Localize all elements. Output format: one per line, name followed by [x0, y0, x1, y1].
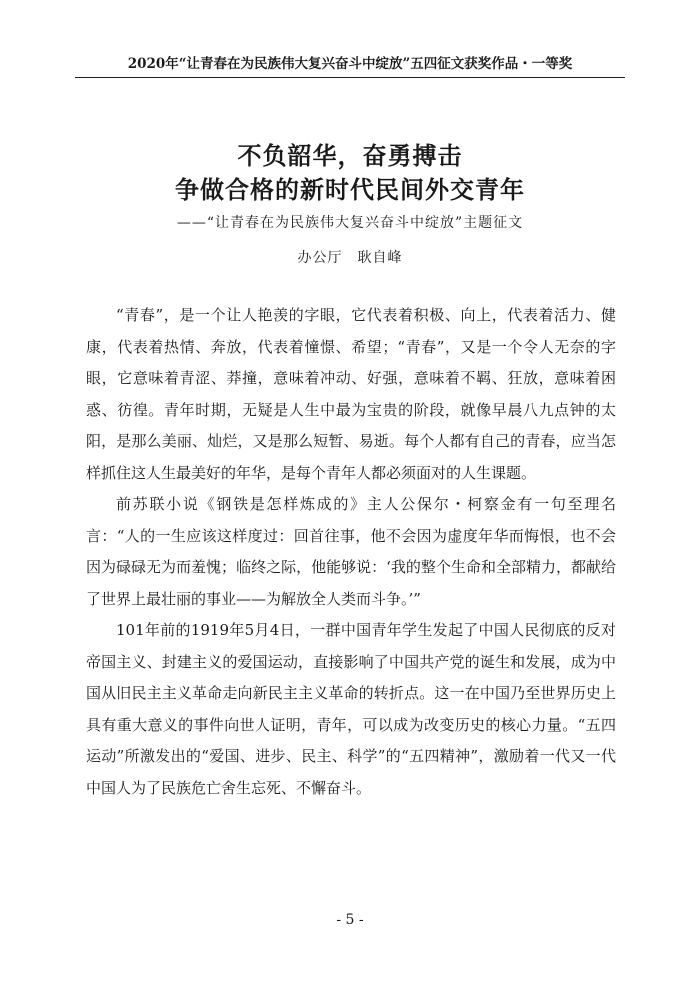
- body-paragraph-2: 前苏联小说《钢铁是怎样炼成的》主人公保尔・柯察金有一句至理名言：“人的一生应该这样度过：回首往事，他不会因为虚度年华而悔恨，也不会因为碌碌无为而羞愧；临终之际，他能够说：‘我的整个生命和全部精力，都献给了世界上最壮丽的事业——为解放全人类而斗争。’”: [86, 495, 616, 608]
- body-paragraph-3: 101年前的1919年5月4日，一群中国青年学生发起了中国人民彻底的反对帝国主义、封建主义的爱国运动，直接影响了中国共产党的诞生和发展，成为中国从旧民主主义革命走向新民主主义革命的转折点。这一在中国乃至世界历史上具有重大意义的事件向世人证明，青年，可以成为改变历史的核心力量。“五四运动”所激发出的“爱国、进步、民主、科学”的“五四精神”，激励着一代又一代中国人为了民族危亡舍生忘死、不懈奋斗。: [86, 621, 616, 797]
- page-number: - 5 -: [336, 912, 364, 928]
- article-title-line-2: 争做合格的新时代民间外交青年: [175, 175, 525, 204]
- running-header: 2020年“让青春在为民族伟大复兴奋斗中绽放”五四征文获奖作品・一等奖: [127, 56, 573, 72]
- body-paragraph-1: “青春”，是一个让人艳羡的字眼，它代表着积极、向上，代表着活力、健康，代表着热情、奔放，代表着憧憬、希望；“青春”，又是一个令人无奈的字眼，它意味着青涩、莽撞，意味着冲动、好强，意味着不羁、狂放，意味着困惑、彷徨。青年时期，无疑是人生中最为宝贵的阶段，就像早晨八九点钟的太阳，是那么美丽、灿烂，又是那么短暂、易逝。每个人都有自己的青春，应当怎样抓住这人生最美好的年华，是每个青年人都必须面对的人生课题。: [86, 306, 616, 482]
- article-author: 办公厅 耿自峰: [297, 250, 403, 266]
- header-divider: [75, 77, 625, 78]
- article-subtitle: ——“让青春在为民族伟大复兴奋斗中绽放”主题征文: [176, 215, 524, 231]
- article-title-line-1: 不负韶华，奋勇搏击: [237, 141, 463, 170]
- article-body: [86, 300, 616, 804]
